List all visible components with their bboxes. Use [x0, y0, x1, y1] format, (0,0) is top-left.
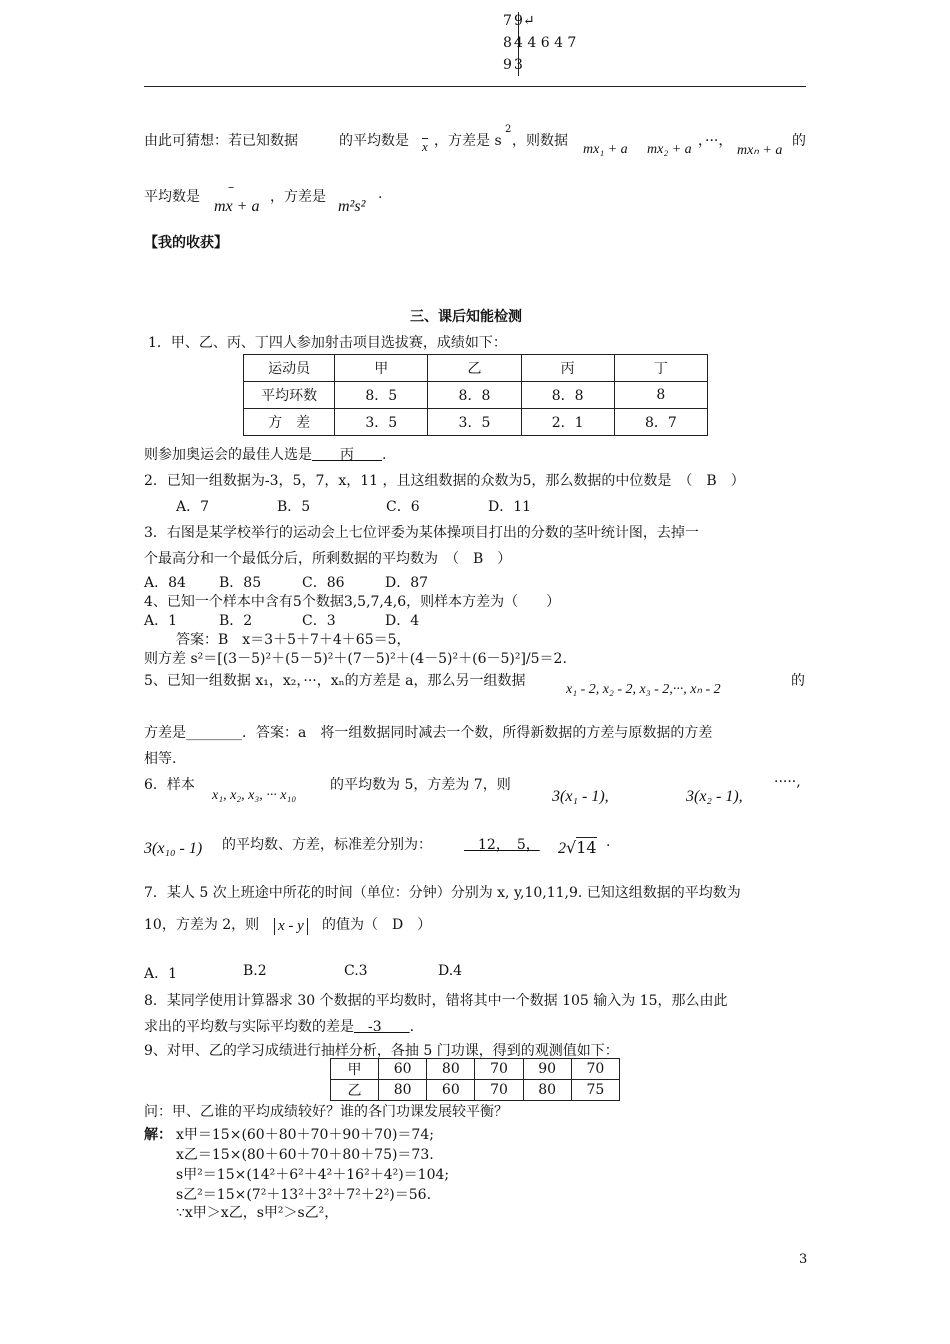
q9-solution-line: x甲＝15×(60＋80＋70＋90＋70)＝74;: [176, 1127, 434, 1143]
q6-sqrt-arg: 14: [576, 838, 597, 857]
q3-line2: 个最高分和一个最低分后，所剩数据的平均数为 （ B ）: [144, 551, 512, 567]
q9-question: 问：甲、乙谁的平均成绩较好？谁的各门功课发展较平衡？: [144, 1104, 508, 1120]
conj-mean-expr: mx + a: [214, 198, 260, 215]
q1-cell: 方 差: [244, 409, 335, 436]
q7-line1: 7．某人 5 次上班途中所花的时间（单位：分钟）分别为 x, y,10,11,9. 已知这组数据的平均数为: [144, 885, 741, 901]
conj-term2: mx₂ + a: [647, 142, 692, 157]
q3-option-a: A．84: [144, 575, 186, 591]
q9-text: 9、对甲、乙的学习成绩进行抽样分析，各抽 5 门功课，得到的观测值如下：: [144, 1043, 619, 1059]
q1-cell: 8: [614, 382, 707, 409]
q2-option-d: D．11: [488, 499, 532, 515]
q6-end: .: [606, 834, 611, 850]
q1-answer: 丙: [312, 447, 382, 463]
conj-xbar: x: [422, 139, 428, 154]
q4-option-c: C．3: [302, 613, 336, 629]
q1-cell: 2．1: [521, 409, 614, 436]
q5-formula: x₁ - 2, x₂ - 2, x₃ - 2,···, xₙ - 2: [566, 682, 721, 697]
q9-solution-label: 解：: [144, 1127, 172, 1143]
q2-option-b: B．5: [277, 499, 311, 515]
q6-sample-xs: x₁, x₂, x₃, ··· x₁₀: [212, 788, 297, 803]
q8-answer: -3: [354, 1019, 410, 1035]
q9-cell: 75: [571, 1080, 619, 1101]
q1-answer-line: [144, 444, 386, 464]
q9-cell: 60: [379, 1059, 427, 1080]
q1-th: 甲: [335, 355, 428, 382]
conj-text-2c: .: [378, 186, 383, 202]
q7-abs: x - y: [274, 918, 308, 935]
q9-cell: 80: [523, 1080, 571, 1101]
conj-text-d: ，则数据: [512, 133, 568, 149]
q7-option-d: D.4: [438, 963, 463, 979]
q2-option-a: A．7: [176, 499, 210, 515]
q6-term10: 3(x₁₀ - 1): [144, 840, 203, 857]
q8-line2-text: 求出的平均数与实际平均数的差是: [144, 1019, 354, 1035]
q1-th: 乙: [428, 355, 521, 382]
q9-solution-line: ∵x甲＞x乙，s甲²＞s乙²，: [176, 1205, 339, 1221]
leaves-8: 4 4 6 4 7: [514, 35, 577, 51]
q4-answer: 答案：B x＝3＋5＋7＋4＋65＝5，: [176, 632, 411, 648]
header-rule: [144, 86, 806, 87]
q6-term1: 3(x₁ - 1),: [552, 788, 609, 805]
q6-prefix: 6．样本: [144, 777, 195, 793]
leaves-7: 9↵: [514, 13, 535, 29]
q1-cell: 8．5: [335, 382, 428, 409]
q4-option-a: A．1: [144, 613, 178, 629]
q9-solution-line: s甲²＝15×(14²＋6²＋4²＋16²＋4²)＝104;: [176, 1167, 450, 1183]
q5-line1: 5、已知一组数据 x₁，x₂，···，xₙ的方差是 a，那么另一组数据: [144, 673, 526, 689]
q7-option-a: A．1: [144, 966, 178, 982]
q4-text: 4、已知一个样本中含有5个数据3,5,7,4,6，则样本方差为（ ）: [144, 594, 561, 610]
q6-line2: 的平均数、方差，标准差分别为：: [222, 837, 432, 853]
q7-option-b: B.2: [243, 963, 267, 979]
section-title: 三、课后知能检测: [410, 309, 522, 325]
q1-text: 1．甲、乙、丙、丁四人参加射击项目选拔赛，成绩如下：: [148, 335, 507, 351]
q1-answer-prefix: 则参加奥运会的最佳人选是: [144, 447, 312, 463]
q9-table: [330, 1058, 620, 1101]
q6-answer: 12， 5，: [464, 837, 540, 853]
q6-term2: 3(x₂ - 1),: [686, 788, 743, 805]
q7-option-c: C.3: [344, 963, 368, 979]
gain-heading: 【我的收获】: [144, 235, 228, 251]
page-number: 3: [799, 1252, 808, 1267]
q4-option-b: B．2: [219, 613, 253, 629]
q1-cell: 8．7: [614, 409, 707, 436]
q9-cell: 80: [427, 1059, 475, 1080]
q5-line1-end: 的: [791, 673, 805, 689]
q9-solution-line: s乙²＝15×(7²＋13²＋3²＋7²＋2²)＝56.: [176, 1187, 432, 1203]
conj-text-2a: 平均数是: [144, 189, 200, 205]
conj-term1: mx₁ + a: [583, 142, 628, 157]
q2-text: 2．已知一组数据为-3，5，7，x，11 ，且这组数据的众数为5，那么数据的中位数是 （ B ）: [144, 473, 745, 489]
q1-cell: 3．5: [335, 409, 428, 436]
q1-th: 丁: [614, 355, 707, 382]
q9-cell: 80: [379, 1080, 427, 1101]
conj-var-expr: m²s²: [338, 198, 366, 215]
q4-variance: 则方差 s²＝[(3－5)²＋(5－5)²＋(7－5)²＋(4－5)²＋(6－5)²]/5＝2.: [144, 651, 567, 667]
conj-bar-mark: –: [228, 180, 234, 194]
q1-cell: 平均环数: [244, 382, 335, 409]
q6-dots: ·····,: [774, 774, 801, 790]
stem-9: 9: [503, 57, 512, 73]
q6-radical-icon: √: [566, 838, 577, 857]
q1-cell: 3．5: [428, 409, 521, 436]
q8-line2: [144, 1016, 414, 1036]
q1-table: [243, 354, 708, 436]
conj-sup2: 2: [505, 124, 512, 135]
q9-cell: 乙: [331, 1080, 379, 1101]
q8-line1: 8．某同学使用计算器求 30 个数据的平均数时，错将其中一个数据 105 输入为 15，那么由此: [144, 993, 728, 1009]
leaves-9: 3: [514, 57, 523, 73]
q9-solution-line: x乙＝15×(80＋60＋70＋80＋75)＝73.: [176, 1147, 434, 1163]
q1-cell: 8．8: [521, 382, 614, 409]
q9-cell: 90: [523, 1059, 571, 1080]
q9-cell: 甲: [331, 1059, 379, 1080]
q4-option-d: D．4: [385, 613, 420, 629]
q3-line1: 3．右图是某学校举行的运动会上七位评委为某体操项目打出的分数的茎叶统计图，去掉一: [144, 525, 699, 541]
q1-cell: 8．8: [428, 382, 521, 409]
conj-text-e: 的: [792, 133, 806, 149]
q9-cell: 60: [427, 1080, 475, 1101]
q7-line2a: 10，方差为 2，则: [144, 917, 260, 933]
q3-option-d: D．87: [385, 575, 429, 591]
q3-option-b: B．85: [219, 575, 262, 591]
stem-8: 8: [503, 35, 512, 51]
q1-th: 丙: [521, 355, 614, 382]
q6-sqrt: [558, 838, 597, 858]
q1-th: 运动员: [244, 355, 335, 382]
conj-text-b: 的平均数是: [339, 133, 409, 149]
q9-cell: 70: [475, 1080, 523, 1101]
q1-answer-suffix: .: [382, 447, 387, 463]
q8-end: .: [409, 1019, 415, 1035]
q9-cell: 70: [571, 1059, 619, 1080]
q3-option-c: C．86: [302, 575, 345, 591]
q7-line2b: 的值为（ D ）: [322, 917, 432, 933]
q6-mid: 的平均数为 5，方差为 7，则: [330, 777, 511, 793]
conj-termn: mxₙ + a: [737, 143, 783, 158]
conj-text-c: ，方差是 s: [434, 133, 502, 149]
stem-7: 7: [503, 13, 512, 29]
conj-text-a: 由此可猜想：若已知数据: [144, 133, 298, 149]
conj-ellipsis: ，···，: [698, 133, 733, 149]
q5-line2: 方差是________．答案：a 将一组数据同时减去一个数，所得新数据的方差与原数据的方差: [144, 725, 713, 741]
q9-cell: 70: [475, 1059, 523, 1080]
q5-line3: 相等.: [144, 751, 177, 767]
conj-text-2b: ，方差是: [270, 189, 326, 205]
q2-option-c: C．6: [386, 499, 420, 515]
q6-sqrt-coef: 2: [558, 840, 566, 857]
